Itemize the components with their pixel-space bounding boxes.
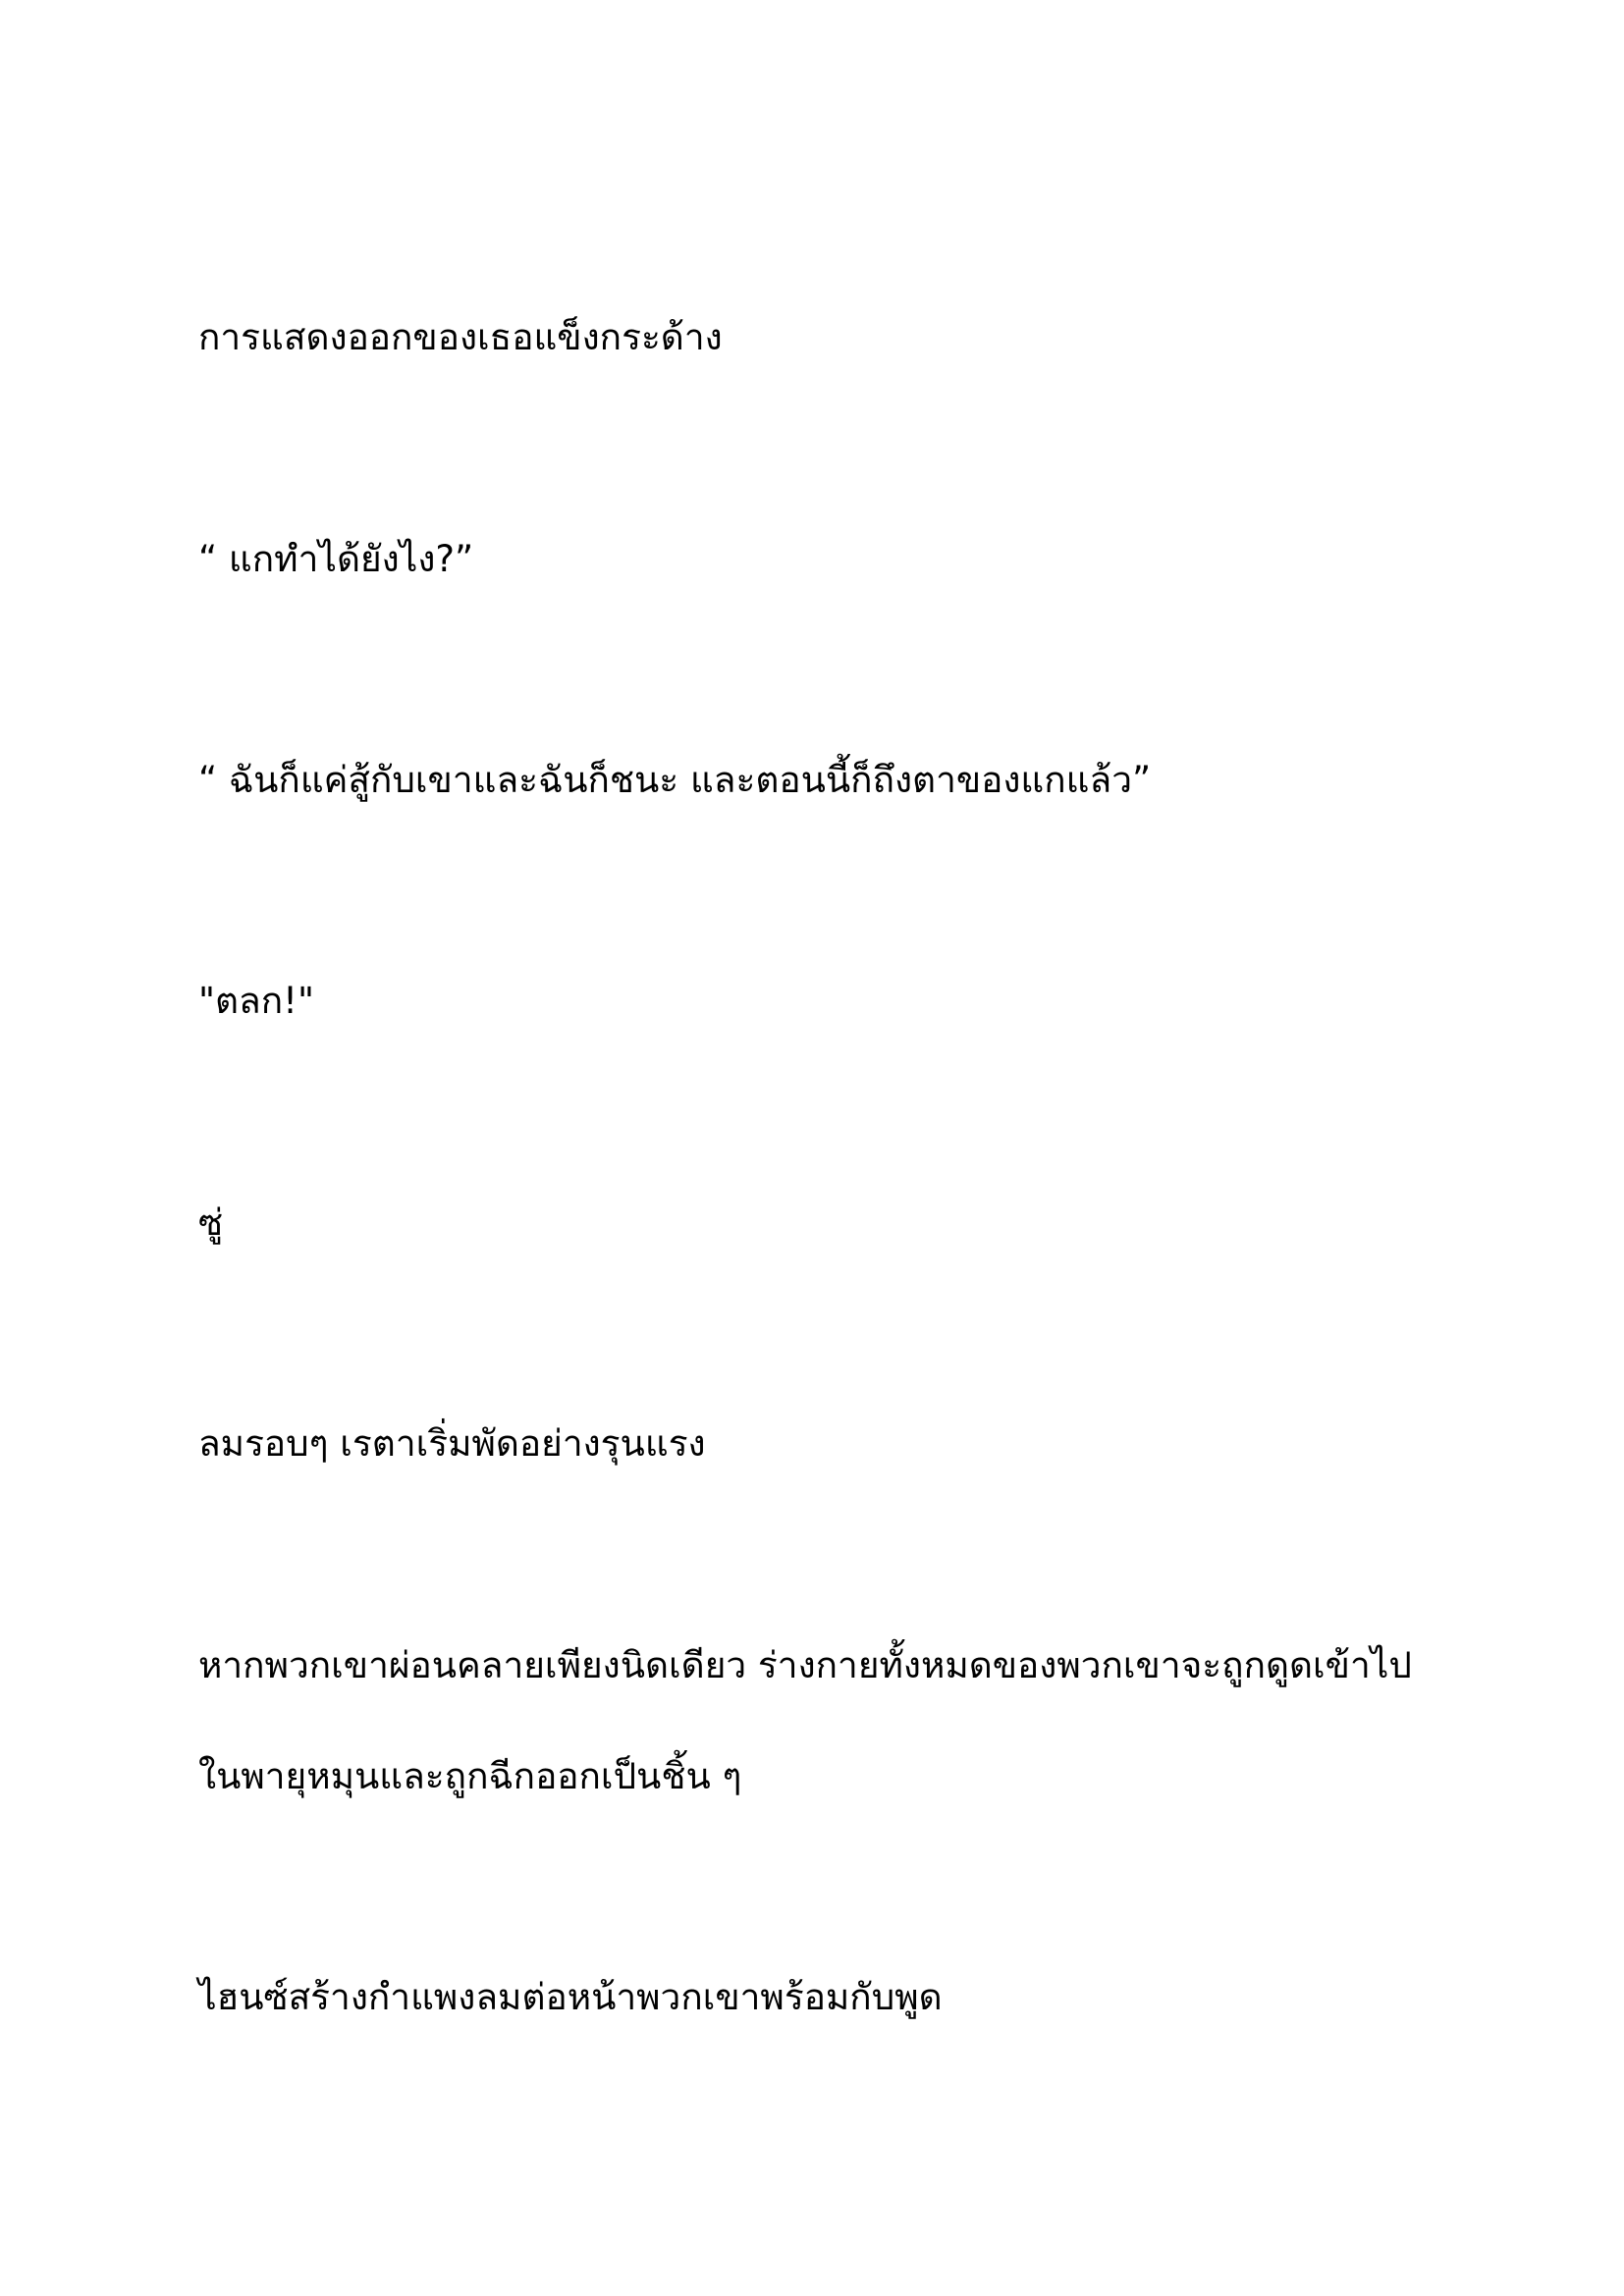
paragraph-sound-effect: ซู่	[198, 1201, 224, 1244]
paragraph-wind-wall: ไฮนซ์สร้างกำแพงลมต่อหน้าพวกเขาพร้อมกับพูด	[198, 1976, 943, 2018]
paragraph-reply: “ ฉันก็แค่สู้กับเขาและฉันก็ชนะ และตอนนี้ก็ถึงตาของแกแล้ว”	[198, 759, 1152, 801]
paragraph-whirlwind: หากพวกเขาผ่อนคลายเพียงนิดเดียว ร่างกายทั้งหมดของพวกเขาจะถูกดูดเข้าไปในพายุหมุนและถูกฉีกออกเป็นชิ้น ๆ	[198, 1644, 1412, 1797]
paragraph-question: “ แกทำได้ยังไง?”	[198, 538, 474, 580]
paragraph-expression: การแสดงออกของเธอแข็งกระด้าง	[198, 316, 723, 358]
paragraph-wind: ลมรอบๆ เรตาเริ่มพัดอย่างรุนแรง	[198, 1422, 706, 1465]
paragraph-exclamation: "ตลก!"	[198, 980, 314, 1022]
